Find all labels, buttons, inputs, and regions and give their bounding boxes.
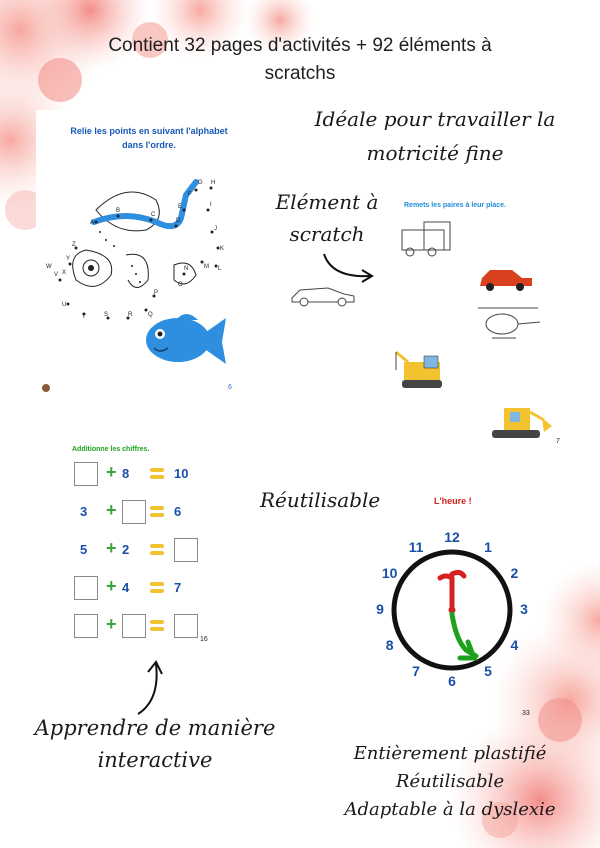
svg-text:X: X [62, 270, 67, 276]
answer-box[interactable] [122, 500, 146, 524]
svg-text:P: P [154, 290, 159, 296]
page-pairs [372, 190, 568, 452]
feature-reusable: Réutilisable [395, 771, 505, 792]
motor-skills-text [290, 102, 580, 170]
page-alphabet [36, 110, 262, 400]
interactive-line1: Apprendre de manière [34, 716, 276, 740]
plus-icon: + [106, 614, 117, 634]
svg-text:E: E [178, 204, 183, 210]
answer-box[interactable] [122, 614, 146, 638]
svg-text:G: G [198, 180, 203, 186]
interactive-line2: interactive [97, 748, 213, 772]
answer-box[interactable] [74, 576, 98, 600]
svg-text:C: C [151, 212, 156, 218]
helicopter-outline [478, 308, 540, 338]
svg-text:N: N [184, 266, 189, 272]
red-car-sticker [480, 270, 532, 291]
clock-title: L'heure ! [434, 496, 472, 506]
svg-text:D: D [176, 218, 181, 224]
page-sums [60, 440, 216, 652]
equals-icon [150, 544, 164, 556]
clock-number: 7 [412, 663, 420, 680]
motor-line2: motricité fine [366, 141, 504, 165]
answer-box[interactable] [74, 462, 98, 486]
reusable-text: Réutilisable [260, 488, 381, 512]
sum-number: 2 [122, 542, 130, 557]
plus-icon: + [106, 462, 117, 482]
pairs-drawing [372, 190, 568, 452]
clock-page-number: 33 [522, 710, 530, 717]
sum-number: 7 [174, 580, 182, 595]
sum-number: 5 [80, 542, 88, 557]
clock-number: 11 [408, 538, 424, 555]
svg-text:U: U [62, 302, 67, 308]
alphabet-title-line2: dans l'ordre. [122, 140, 176, 150]
clock-number: 1 [484, 538, 492, 555]
header-title [40, 32, 560, 88]
clock-number: 4 [510, 637, 519, 653]
pairs-title: Remets les paires à leur place. [404, 202, 506, 209]
sum-row [74, 538, 214, 564]
sum-number: 8 [122, 466, 130, 481]
svg-text:F: F [188, 192, 192, 198]
clock-number: 10 [381, 565, 398, 581]
alphabet-title [44, 124, 254, 152]
svg-text:B: B [116, 208, 121, 214]
svg-text:J: J [214, 226, 217, 232]
interactive-text [10, 712, 300, 776]
sum-number: 10 [174, 466, 189, 481]
equals-icon [150, 468, 164, 480]
svg-text:A: A [90, 220, 95, 226]
sum-number: 3 [80, 504, 88, 519]
blue-fish-sticker [146, 314, 226, 364]
svg-text:O: O [178, 282, 183, 288]
svg-text:I: I [210, 202, 212, 208]
svg-text:Y: Y [66, 256, 71, 262]
sum-number: 6 [174, 504, 182, 519]
svg-text:Z: Z [72, 242, 76, 248]
answer-box[interactable] [174, 538, 198, 562]
clock-number: 3 [520, 601, 528, 617]
truck-outline [402, 222, 450, 256]
scratch-line2: scratch [289, 222, 365, 246]
pairs-page-number: 7 [556, 438, 560, 445]
sums-page-number: 16 [200, 636, 208, 643]
svg-text:R: R [128, 312, 133, 318]
equals-icon [150, 620, 164, 632]
bottom-feature-list [320, 740, 580, 824]
sum-number: 4 [122, 580, 130, 595]
svg-text:W: W [46, 264, 52, 270]
excavator-sticker [492, 408, 552, 438]
clock-number: 9 [376, 601, 384, 617]
svg-text:M: M [204, 264, 209, 270]
sums-title: Additionne les chiffres. [72, 446, 150, 453]
plus-icon: + [106, 500, 117, 520]
svg-text:H: H [211, 180, 216, 186]
header-title-line2: scratchs [264, 63, 336, 84]
alphabet-drawing [36, 170, 262, 400]
page-clock [370, 490, 534, 718]
interactive-arrow-icon [128, 660, 168, 716]
sum-row [74, 500, 214, 526]
alphabet-page-number: 6 [228, 384, 232, 391]
svg-text:T: T [82, 314, 86, 320]
svg-text:L: L [218, 266, 222, 272]
clock-number: 12 [444, 529, 460, 545]
scratch-line1: Elément à [275, 190, 379, 214]
feature-dyslexia: Adaptable à la dyslexie [344, 799, 556, 820]
crane-sticker [396, 352, 442, 388]
clock-number: 5 [484, 663, 492, 680]
svg-text:Q: Q [148, 312, 153, 318]
clock-number: 2 [510, 565, 519, 581]
svg-text:S: S [104, 312, 109, 318]
equals-icon [150, 506, 164, 518]
equals-icon [150, 582, 164, 594]
plus-icon: + [106, 538, 117, 558]
clock-number: 8 [385, 637, 394, 653]
sum-row [74, 614, 214, 640]
plus-icon: + [106, 576, 117, 596]
header-title-line1: Contient 32 pages d'activités + 92 éléments à [108, 35, 492, 56]
answer-box[interactable] [174, 614, 198, 638]
motor-line1: Idéale pour travailler la [314, 107, 556, 131]
sum-row [74, 576, 214, 602]
answer-box[interactable] [74, 614, 98, 638]
svg-text:V: V [54, 272, 59, 278]
alphabet-title-line1: Relie les points en suivant l'alphabet [70, 126, 228, 136]
svg-text:K: K [220, 246, 225, 252]
clock-number: 6 [448, 673, 456, 689]
car-outline [288, 280, 358, 308]
sum-row [74, 462, 214, 488]
feature-plastified: Entièrement plastifié [353, 743, 547, 764]
